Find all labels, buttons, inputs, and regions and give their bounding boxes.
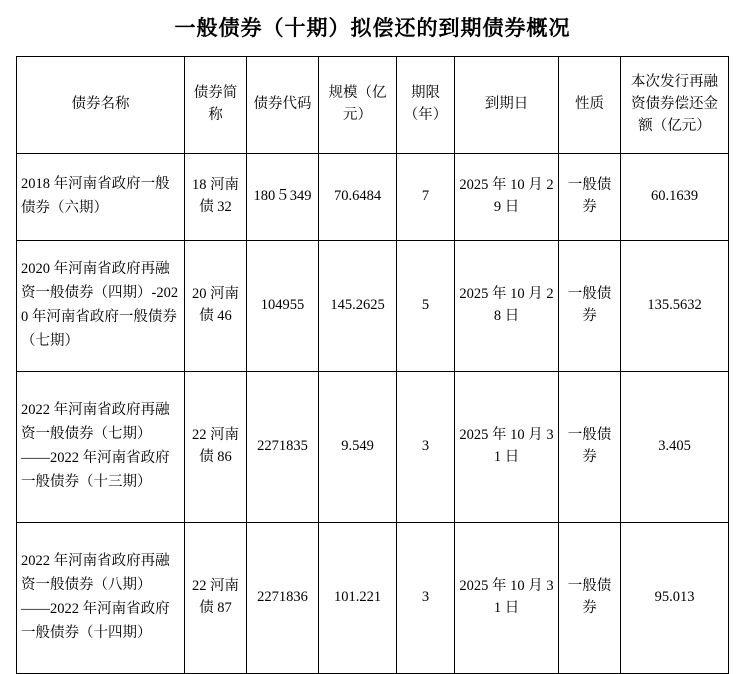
cell-bond-short-name: 22 河南债 87 — [185, 523, 247, 674]
table-header-row — [17, 57, 729, 154]
cell-nature: 一般债券 — [559, 523, 621, 674]
cell-bond-name: 2022 年河南省政府再融资一般债券（七期）——2022 年河南省政府一般债券（十三期） — [17, 372, 185, 523]
column-header-bond-name: 债券名称 — [17, 57, 185, 154]
column-header-due-date: 到期日 — [455, 57, 559, 154]
table-row — [17, 372, 729, 523]
cell-bond-code: 2271835 — [247, 372, 319, 523]
column-header-scale: 规模（亿元） — [319, 57, 397, 154]
page-title: 一般债券（十期）拟偿还的到期债券概况 — [174, 16, 571, 40]
cell-term: 3 — [397, 372, 455, 523]
cell-due-date: 2025 年 10 月 29 日 — [455, 154, 559, 241]
column-header-nature: 性质 — [559, 57, 621, 154]
cell-term: 7 — [397, 154, 455, 241]
cell-bond-code: 104955 — [247, 241, 319, 372]
column-header-bond-short-name: 债券简称 — [185, 57, 247, 154]
cell-term: 5 — [397, 241, 455, 372]
cell-bond-short-name: 20 河南债 46 — [185, 241, 247, 372]
cell-bond-name: 2018 年河南省政府一般债券（六期） — [17, 154, 185, 241]
cell-repayment-amount: 60.1639 — [621, 154, 729, 241]
cell-nature: 一般债券 — [559, 241, 621, 372]
bond-redemption-table — [16, 56, 729, 674]
cell-scale: 145.2625 — [319, 241, 397, 372]
cell-bond-short-name: 18 河南债 32 — [185, 154, 247, 241]
cell-due-date: 2025 年 10 月 31 日 — [455, 523, 559, 674]
cell-term: 3 — [397, 523, 455, 674]
cell-repayment-amount: 95.013 — [621, 523, 729, 674]
cell-bond-name: 2020 年河南省政府再融资一般债券（四期）-2020 年河南省政府一般债券（七期） — [17, 241, 185, 372]
table-row — [17, 154, 729, 241]
cell-bond-code: 2271836 — [247, 523, 319, 674]
table-row — [17, 241, 729, 372]
cell-scale: 9.549 — [319, 372, 397, 523]
column-header-term: 期限（年） — [397, 57, 455, 154]
cell-bond-short-name: 22 河南债 86 — [185, 372, 247, 523]
cell-due-date: 2025 年 10 月 31 日 — [455, 372, 559, 523]
cell-repayment-amount: 3.405 — [621, 372, 729, 523]
cell-due-date: 2025 年 10 月 28 日 — [455, 241, 559, 372]
table-row — [17, 523, 729, 674]
column-header-repayment-amount: 本次发行再融资债券偿还金额（亿元） — [621, 57, 729, 154]
cell-nature: 一般债券 — [559, 154, 621, 241]
cell-bond-name: 2022 年河南省政府再融资一般债券（八期）——2022 年河南省政府一般债券（十四期） — [17, 523, 185, 674]
cell-scale: 101.221 — [319, 523, 397, 674]
cell-nature: 一般债券 — [559, 372, 621, 523]
cell-bond-code: 180５349 — [247, 154, 319, 241]
cell-scale: 70.6484 — [319, 154, 397, 241]
column-header-bond-code: 债券代码 — [247, 57, 319, 154]
cell-repayment-amount: 135.5632 — [621, 241, 729, 372]
